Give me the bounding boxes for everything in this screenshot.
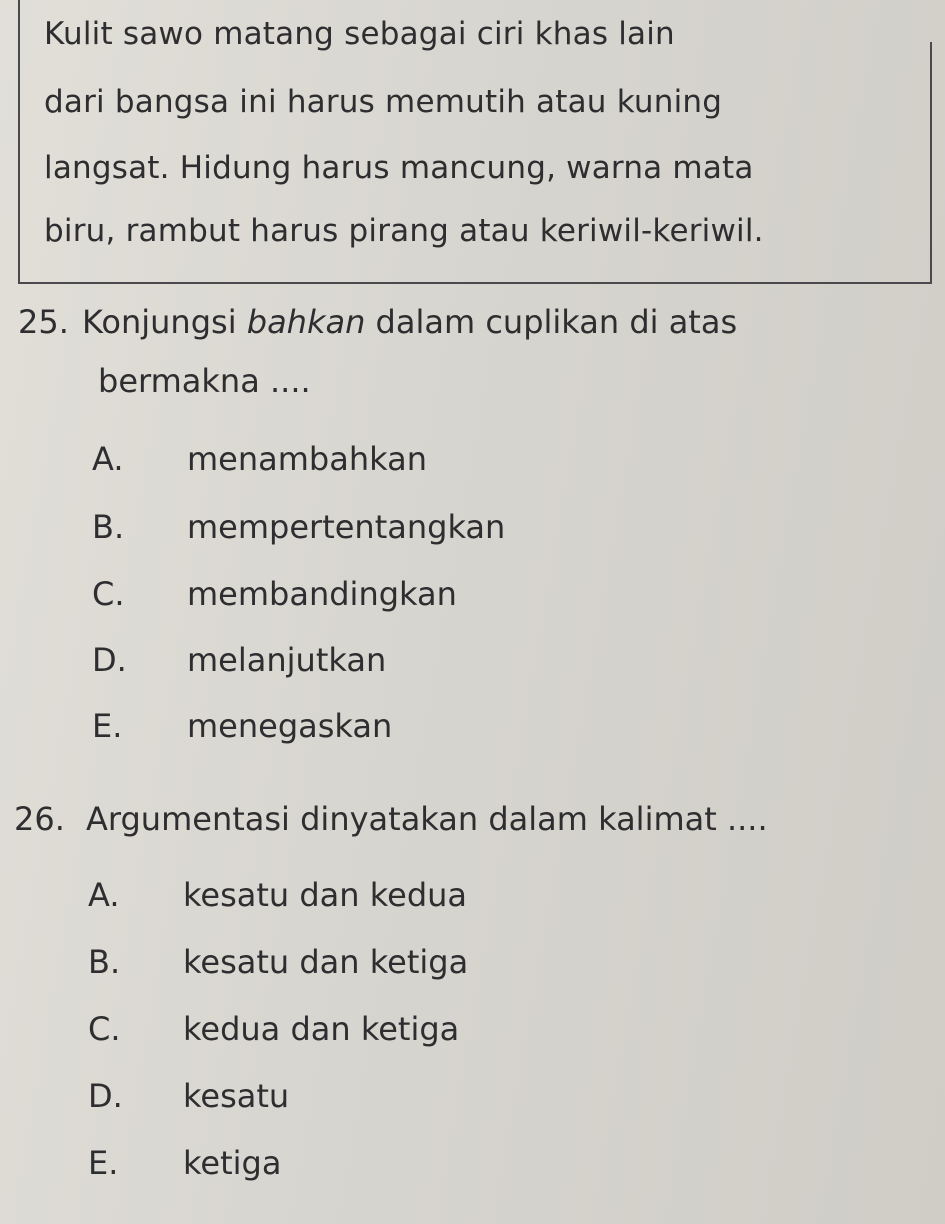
question-26-stem xyxy=(14,800,768,838)
question-26-option-e[interactable] xyxy=(88,1144,281,1182)
option-text: menambahkan xyxy=(187,440,427,478)
question-25-stem xyxy=(18,303,737,341)
question-25-number: 25. xyxy=(18,303,69,341)
question-25-option-d[interactable] xyxy=(92,641,386,679)
question-25-text-after: dalam cuplikan di atas xyxy=(365,303,738,341)
question-25-italic-word: bahkan xyxy=(246,303,366,341)
passage-line-3: langsat. Hidung harus mancung, warna mata xyxy=(44,150,754,186)
question-25-option-c[interactable] xyxy=(92,575,457,613)
option-letter: C. xyxy=(88,1010,121,1048)
passage-line-1: Kulit sawo matang sebagai ciri khas lain xyxy=(44,16,675,52)
option-text: menegaskan xyxy=(187,707,393,745)
passage-line-4: biru, rambut harus pirang atau keriwil-keriwil. xyxy=(44,213,764,249)
option-text: ketiga xyxy=(183,1144,282,1182)
option-text: melanjutkan xyxy=(187,641,387,679)
option-letter: E. xyxy=(92,707,123,745)
question-25-continuation: bermakna .... xyxy=(98,362,311,400)
question-26-option-c[interactable] xyxy=(88,1010,459,1048)
option-text: kesatu dan ketiga xyxy=(183,943,469,981)
option-letter: B. xyxy=(92,508,125,546)
question-25-option-b[interactable] xyxy=(92,508,505,546)
passage-line-2: dari bangsa ini harus memutih atau kuning xyxy=(44,84,723,120)
question-25-option-e[interactable] xyxy=(92,707,392,745)
passage-box-right-rule xyxy=(930,42,932,282)
option-text: membandingkan xyxy=(187,575,457,613)
question-26-text: Argumentasi dinyatakan dalam kalimat .... xyxy=(86,800,768,838)
option-letter: D. xyxy=(92,641,127,679)
question-26-option-a[interactable] xyxy=(88,876,467,914)
question-26-option-b[interactable] xyxy=(88,943,468,981)
option-letter: B. xyxy=(88,943,121,981)
option-letter: D. xyxy=(88,1077,123,1115)
option-text: mempertentangkan xyxy=(187,508,506,546)
option-text: kesatu dan kedua xyxy=(183,876,468,914)
option-text: kesatu xyxy=(183,1077,290,1115)
question-25-text-before: Konjungsi xyxy=(82,303,247,341)
option-letter: E. xyxy=(88,1144,119,1182)
option-letter: A. xyxy=(92,440,124,478)
option-text: kedua dan ketiga xyxy=(183,1010,460,1048)
question-25-option-a[interactable] xyxy=(92,440,427,478)
question-26-number: 26. xyxy=(14,800,65,838)
option-letter: C. xyxy=(92,575,125,613)
passage-box xyxy=(18,0,932,284)
question-26-option-d[interactable] xyxy=(88,1077,289,1115)
option-letter: A. xyxy=(88,876,120,914)
